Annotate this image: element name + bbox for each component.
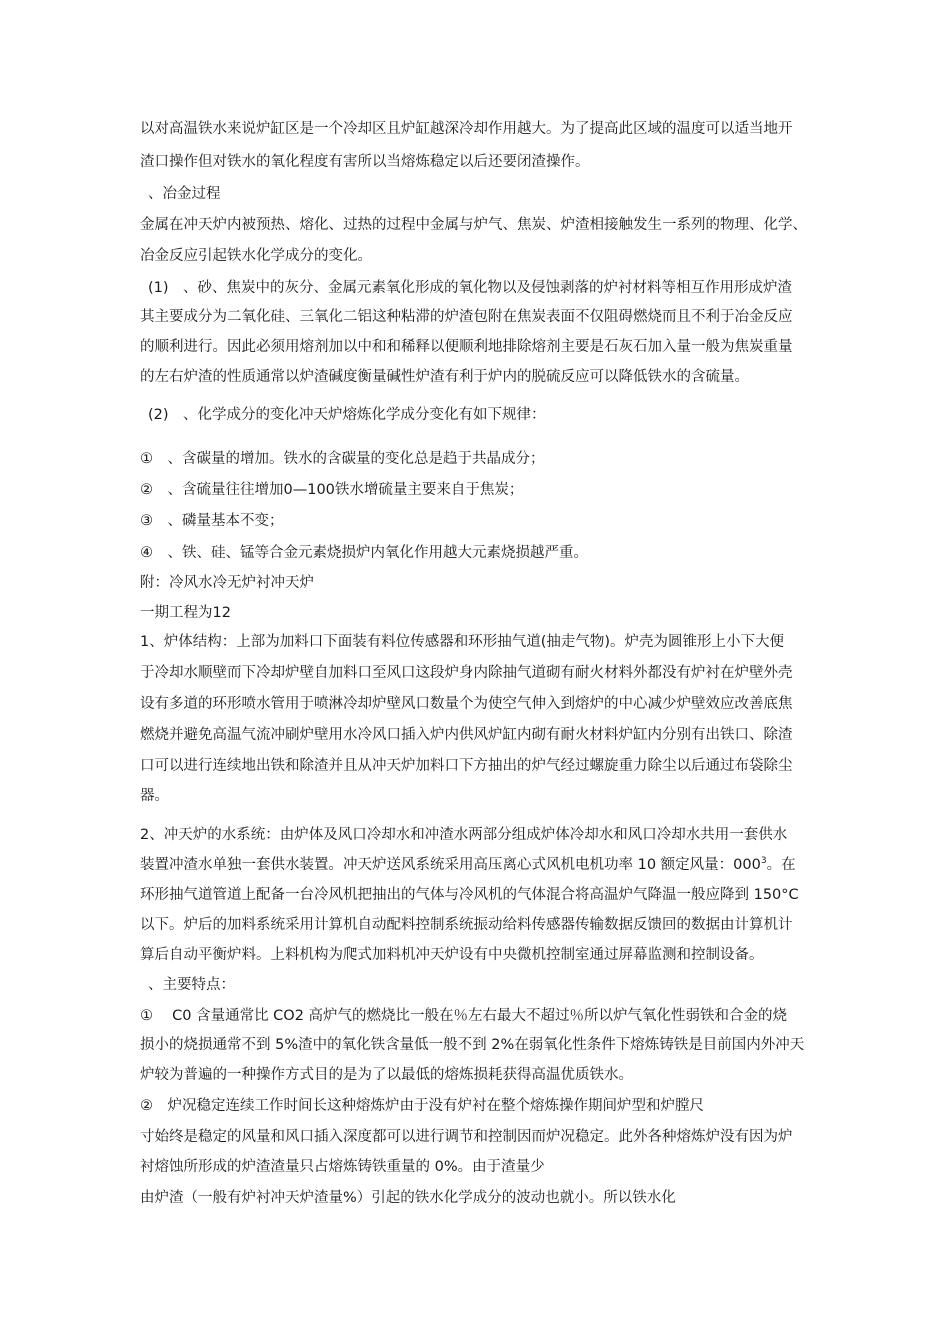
text-line: 由炉渣（一般有炉衬冲天炉渣量%）引起的铁水化学成分的波动也就小。所以铁水化 <box>140 1190 676 1206</box>
list-item: ④ 、铁、硅、锰等合金元素烧损炉内氧化作用越大元素烧损越严重。 <box>140 545 588 561</box>
text-line: 2、冲天炉的水系统：由炉体及风口冷却水和冲渣水两部分组成炉体冷却水和风口冷却水共用一套供水 <box>140 827 788 843</box>
section-heading: 、冶金过程 <box>148 186 221 202</box>
text-line: 器。 <box>140 788 169 804</box>
list-item: ② 、含硫量往往增加0—100铁水增硫量主要来自于焦炭； <box>140 482 524 498</box>
text-line: 1、炉体结构：上部为加料口下面装有料位传感器和环形抽气道(抽走气物)。炉壳为圆锥形上小下大便 <box>140 634 785 650</box>
text-line: 环形抽气道管道上配备一台冷风机把抽出的气体与冷风机的气体混合将高温炉气降温一般应降到 150°C <box>140 887 799 903</box>
text-line: 的顺利进行。因此必须用熔剂加以中和和稀释以便顺利地排除熔剂主要是石灰石加入量一般为焦炭重量 <box>140 339 793 355</box>
text-line: 冶金反应引起铁水化学成分的变化。 <box>140 248 372 264</box>
text-line: 以下。炉后的加料系统采用计算机自动配料控制系统振动给料传感器传输数据反馈回的数据由计算机计 <box>140 917 793 933</box>
text-line: 的左右炉渣的性质通常以炉渣碱度衡量碱性炉渣有利于炉内的脱硫反应可以降低铁水的含硫量。 <box>140 369 749 385</box>
text-line: 损小的烧损通常不到 5%渣中的氧化铁含量低一般不到 2%在弱氧化性条件下熔炼铸铁是目前国内外冲天 <box>140 1037 805 1053</box>
list-item: ① 、含碳量的增加。铁水的含碳量的变化总是趋于共晶成分； <box>140 451 545 467</box>
text-line: 附：冷风水冷无炉衬冲天炉 <box>140 575 314 591</box>
text-line: (1) 、砂、焦炭中的灰分、金属元素氧化形成的氧化物以及侵蚀剥落的炉衬材料等相互作用形成炉渣 <box>148 280 793 296</box>
list-item: ② 炉况稳定连续工作时间长这种熔炼炉由于没有炉衬在整个熔炼操作期间炉型和炉膛尺 <box>140 1098 704 1114</box>
text-line: 算后自动平衡炉料。上料机构为爬式加料机冲天炉设有中央微机控制室通过屏幕监测和控制设备。 <box>140 947 764 963</box>
text-line <box>140 855 796 875</box>
text-line: 燃烧并避免高温气流冲刷炉壁用水冷风口插入炉内供风炉缸内砌有耐火材料炉缸内分别有出铁口、除渣 <box>140 727 793 743</box>
text-run: 装置冲渣水单独一套供水装置。冲天炉送风系统采用高压离心式风机电机功率 10 额定风量：000 <box>140 857 761 873</box>
list-item: ③ 、磷量基本不变； <box>140 513 284 529</box>
text-line: 设有多道的环形喷水管用于喷淋冷却炉壁风口数量个为使空气伸入到熔炉的中心减少炉壁效应改善底焦 <box>140 696 793 712</box>
text-line: 炉较为普遍的一种操作方式目的是为了以最低的熔炼损耗获得高温优质铁水。 <box>140 1067 633 1083</box>
text-line: 其主要成分为二氧化硅、三氧化二铝这种粘滞的炉渣包附在焦炭表面不仅阻碍燃烧而且不利于冶金反应 <box>140 309 793 325</box>
list-item: ① C0 含量通常比 CO2 高炉气的燃烧比一般在％左右最大不超过％所以炉气氧化性弱铁和合金的烧 <box>140 1008 788 1024</box>
text-run: 。在 <box>766 857 796 873</box>
text-line: (2) 、化学成分的变化冲天炉熔炼化学成分变化有如下规律： <box>148 407 546 423</box>
text-line: 渣口操作但对铁水的氧化程度有害所以当熔炼稳定以后还要闭渣操作。 <box>140 154 590 170</box>
text-line: 金属在冲天炉内被预热、熔化、过热的过程中金属与炉气、焦炭、炉渣相接触发生一系列的物理、化学、 <box>140 217 807 233</box>
superscript: 3 <box>760 856 767 867</box>
text-line: 寸始终是稳定的风量和风口插入深度都可以进行调节和控制因而炉况稳定。此外各种熔炼炉没有因为炉 <box>140 1129 793 1145</box>
text-line: 于冷却水顺壁而下冷却炉壁自加料口至风口这段炉身内除抽气道砌有耐火材料外都没有炉衬在炉壁外壳 <box>140 665 793 681</box>
section-heading: 、主要特点： <box>148 977 235 993</box>
text-line: 以对高温铁水来说炉缸区是一个冷却区且炉缸越深冷却作用越大。为了提高此区域的温度可以适当地开 <box>140 121 793 137</box>
text-line: 衬熔蚀所形成的炉渣渣量只占熔炼铸铁重量的 0%。由于渣量少 <box>140 1159 545 1175</box>
text-line: 一期工程为12 <box>140 605 231 621</box>
text-line: 口可以进行连续地出铁和除渣并且从冲天炉加料口下方抽出的炉气经过螺旋重力除尘以后通过布袋除尘 <box>140 758 793 774</box>
